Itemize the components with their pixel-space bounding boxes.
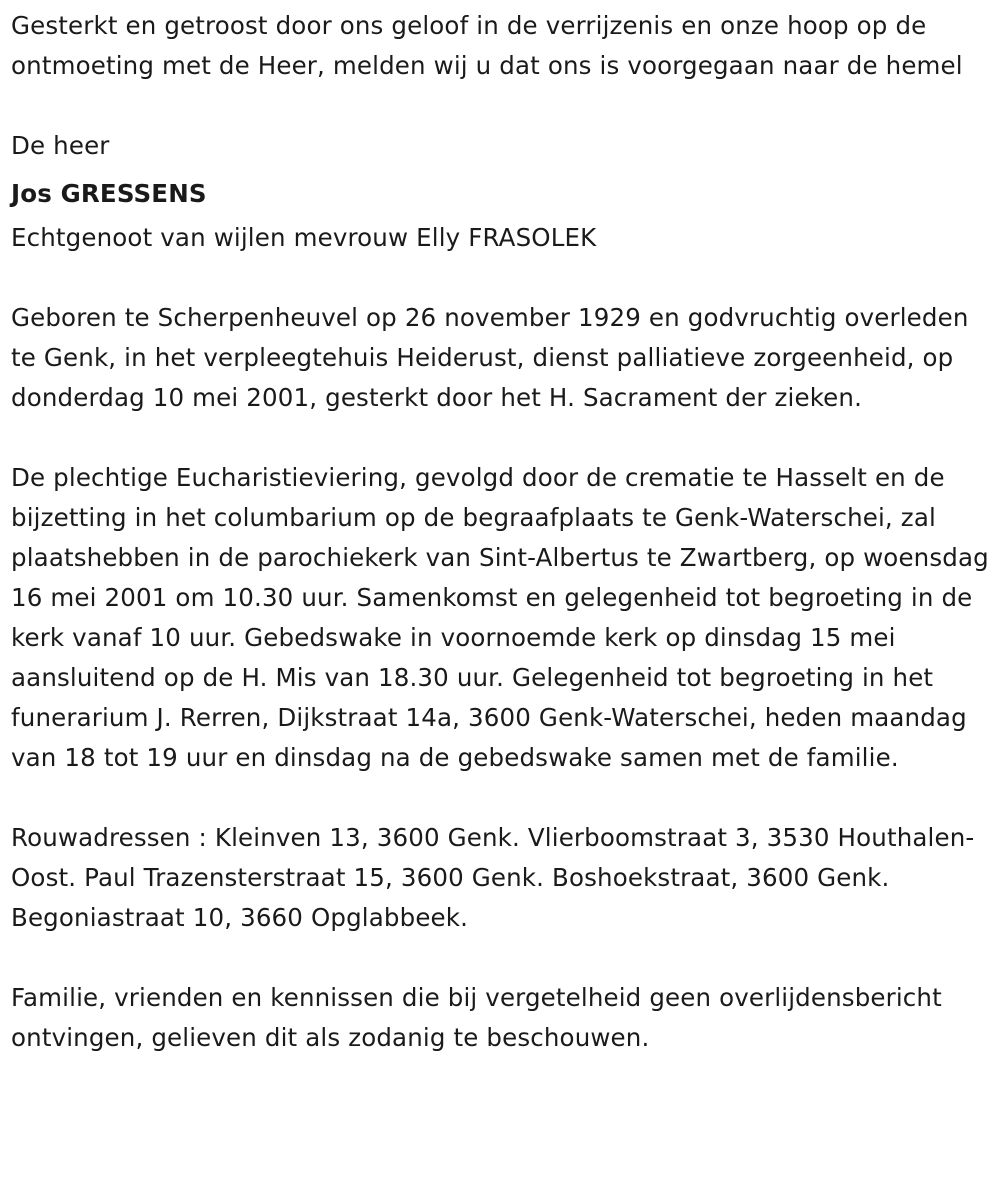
addresses-paragraph: Rouwadressen : Kleinven 13, 3600 Genk. Vlierboomstraat 3, 3530 Houthalen-Oost. Paul Trazensterstraat 15, 3600 Genk. Boshoekstraat, 3600 Genk. Begoniastraat 10, 3660 Opglabbeek. — [11, 823, 975, 932]
closing-paragraph: Familie, vrienden en kennissen die bij vergetelheid geen overlijdensbericht ontvingen, gelieven dit als zodanig te beschouwen. — [11, 983, 942, 1052]
intro-paragraph: Gesterkt en getroost door ons geloof in de verrijzenis en onze hoop op de ontmoeting met de Heer, melden wij u dat ons is voorgegaan naar de hemel — [11, 11, 963, 80]
spacer — [11, 86, 996, 126]
spouse-line: Echtgenoot van wijlen mevrouw Elly FRASOLEK — [11, 223, 597, 252]
spacer — [11, 418, 996, 458]
spacer — [11, 258, 996, 298]
spacer — [11, 938, 996, 978]
deceased-name: Jos GRESSENS — [11, 179, 207, 208]
salutation: De heer — [11, 131, 110, 160]
birth-death-paragraph: Geboren te Scherpenheuvel op 26 november 1929 en godvruchtig overleden te Genk, in het verpleegtehuis Heiderust, dienst palliatieve zorgeenheid, op donderdag 10 mei 2001, gesterkt door het H. Sacrament der zieken. — [11, 303, 969, 412]
ceremony-paragraph: De plechtige Eucharistieviering, gevolgd door de crematie te Hasselt en de bijzetting in het columbarium op de begraafplaats te Genk-Waterschei, zal plaatshebben in de parochiekerk van Sint-Albertus te Zwartberg, op woensdag 16 mei 2001 om 10.30 uur. Samenkomst en gelegenheid tot begroeting in de kerk vanaf 10 uur. Gebedswake in voornoemde kerk op dinsdag 15 mei aansluitend op de H. Mis van 18.30 uur. Gelegenheid tot begroeting in het funerarium J. Rerren, Dijkstraat 14a, 3600 Genk-Waterschei, heden maandag van 18 tot 19 uur en dinsdag na de gebedswake samen met de familie. — [11, 463, 989, 772]
obituary-notice — [11, 6, 996, 1058]
spacer — [11, 778, 996, 818]
